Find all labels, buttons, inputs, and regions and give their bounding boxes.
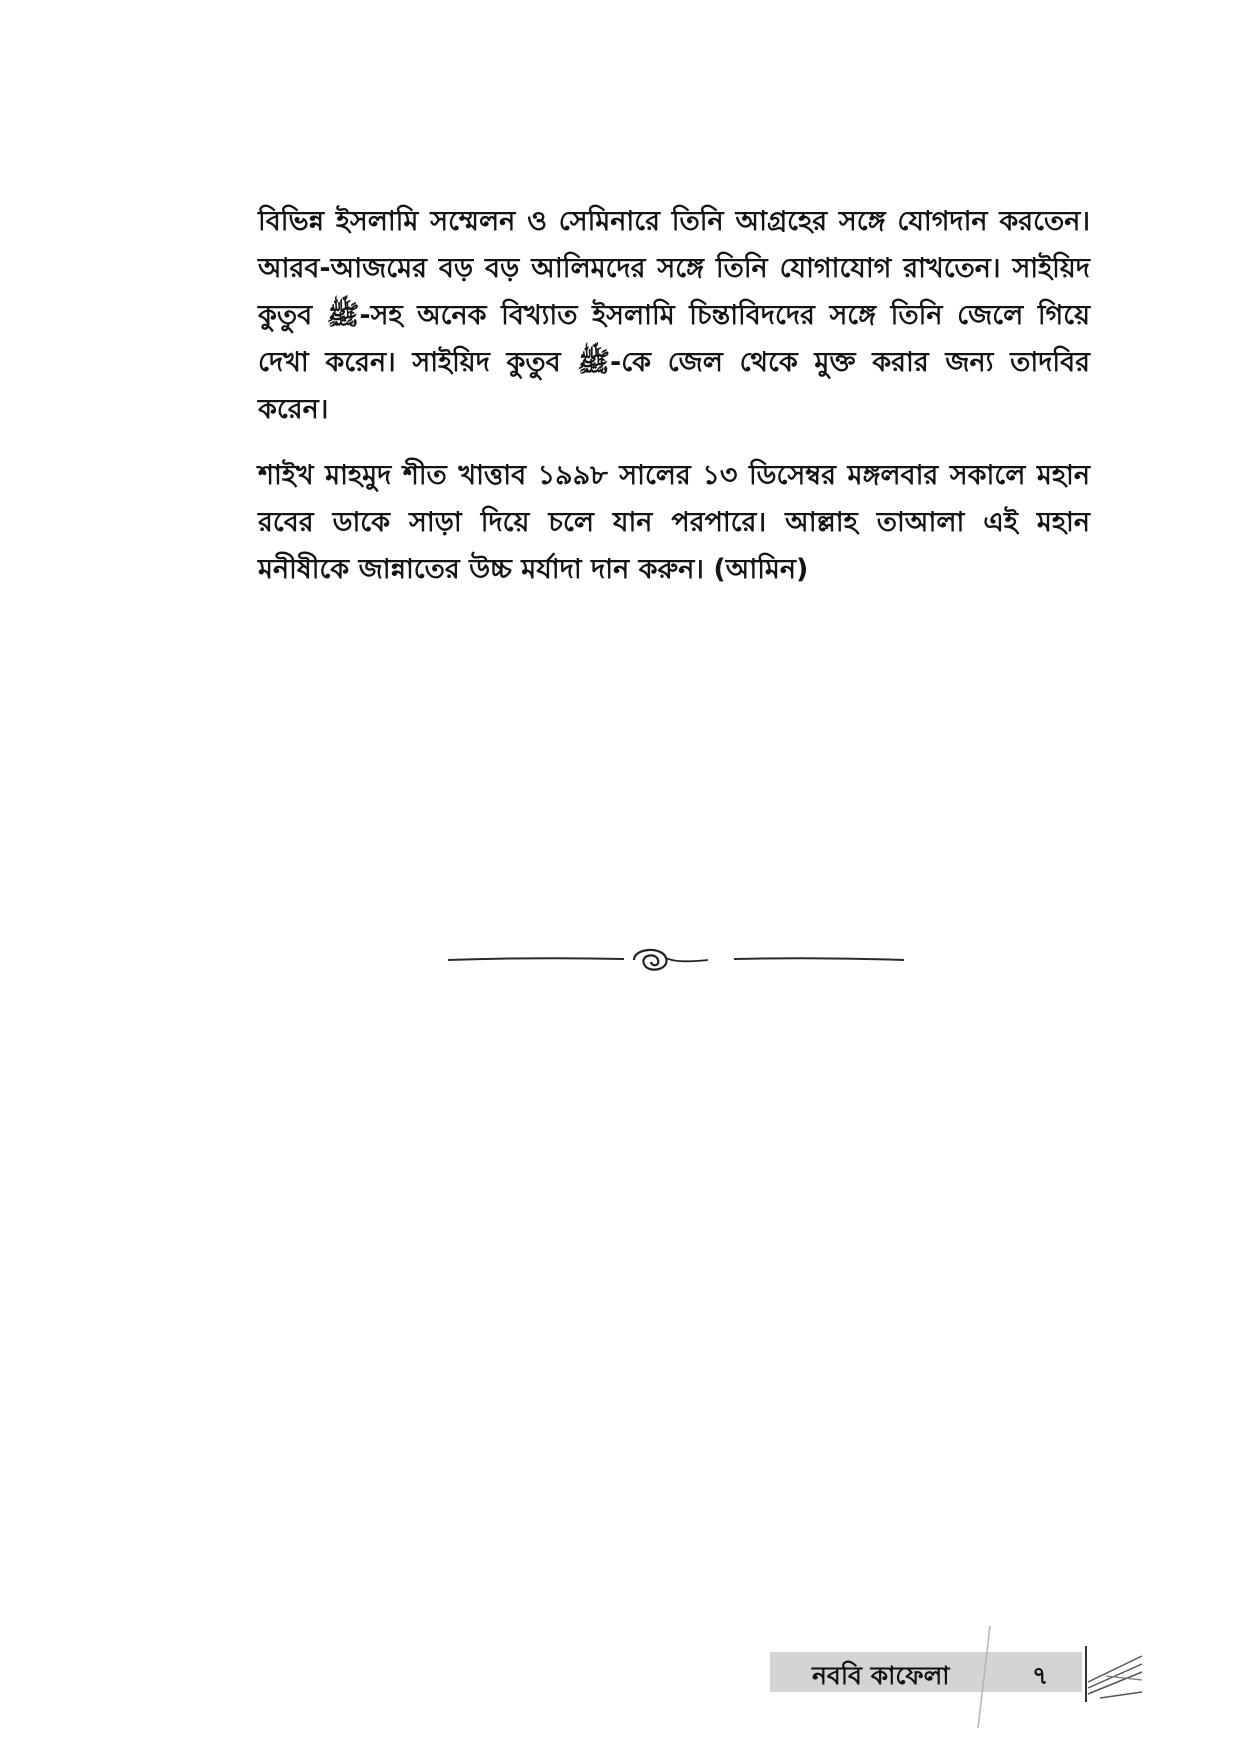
footer-book-title: নববি কাফেলা — [812, 1661, 950, 1690]
footer-ornament-lines — [770, 1620, 1142, 1730]
page-footer — [770, 1648, 1142, 1696]
section-divider-ornament — [448, 940, 904, 980]
body-paragraph-2: শাইখ মাহমুদ শীত খাত্তাব ১৯৯৮ সালের ১৩ ডিসেম্বর মঙ্গলবার সকালে মহান রবের ডাকে সাড়া দিয়ে চলে যান পরপারে। আল্লাহ তাআলা এই মহান মনীষীকে জান্নাতের উচ্চ মর্যাদা দান করুন। (আমিন) — [258, 460, 1090, 585]
footer-page-number: ৭ — [1032, 1661, 1049, 1690]
body-paragraph-1: বিভিন্ন ইসলামি সম্মেলন ও সেমিনারে তিনি আগ্রহের সঙ্গে যোগদান করতেন। আরব-আজমের বড় বড় আলিমদের সঙ্গে তিনি যোগাযোগ রাখতেন। সাইয়িদ কুতুব ﷺ-সহ অনেক বিখ্যাত ইসলামি চিন্তাবিদদের সঙ্গে তিনি জেলে গিয়ে দেখা করেন। সাইয়িদ কুতুব ﷺ-কে জেল থেকে মুক্ত করার জন্য তাদবির করেন। — [258, 206, 1090, 425]
